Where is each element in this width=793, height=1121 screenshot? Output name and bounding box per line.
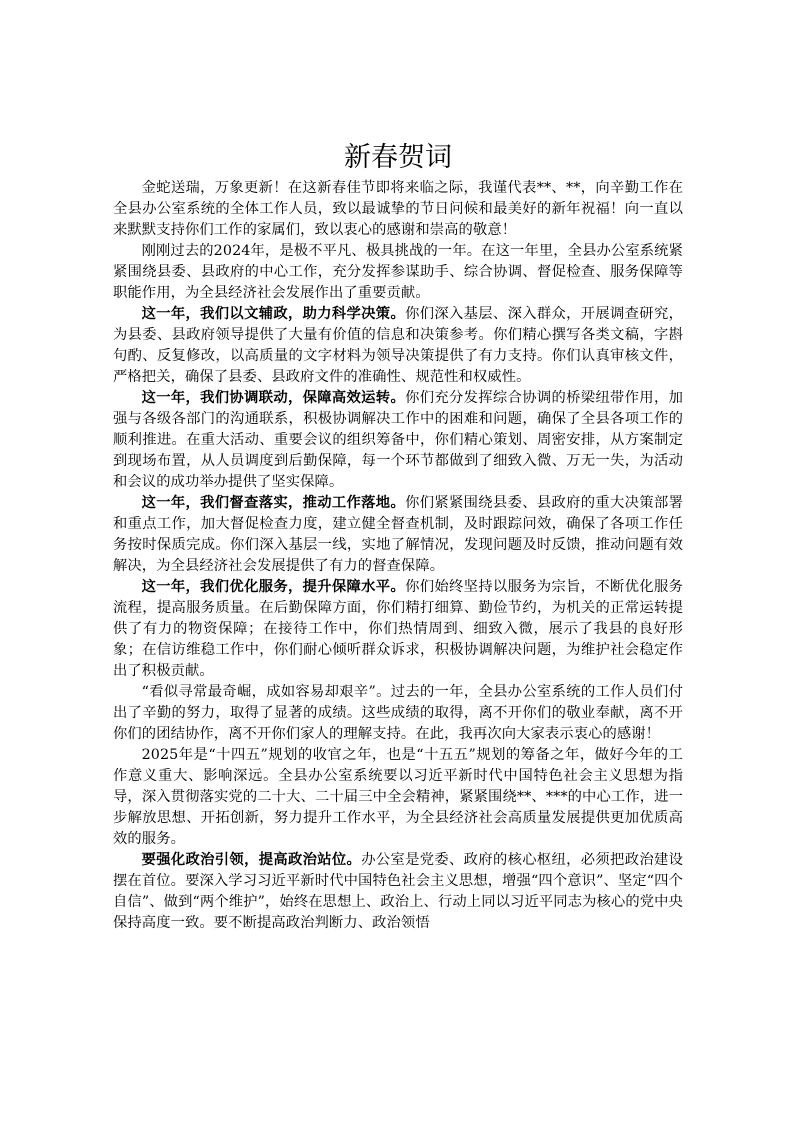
paragraph [113, 577, 683, 682]
paragraph [113, 241, 683, 304]
paragraph [113, 850, 683, 934]
paragraph-text: 2025年是“十四五”规划的收官之年，也是“十五五”规划的筹备之年，做好今年的工作意义重大、影响深远。全县办公室系统要以习近平新时代中国特色社会主义思想为指导，深入贯彻落实党的二十大、二十届三中全会精神，紧紧围绕**、***的中心工作，进一步解放思想、开拓创新，努力提升工作水平，为全县经济社会高质量发展提供更加优质高效的服务。 [113, 747, 683, 847]
paragraph [113, 304, 683, 388]
paragraph-text: 你们始终坚持以服务为宗旨，不断优化服务流程，提高服务质量。在后勤保障方面，你们精打细算、勤俭节约，为机关的正常运转提供了有力的物资保障；在接待工作中，你们热情周到、细致入微，展示了我县的良好形象；在信访维稳工作中，你们耐心倾听群众诉求，积极协调解决问题，为维护社会稳定作出了积极贡献。 [113, 579, 683, 679]
paragraph-lead: 要强化政治引领，提高政治站位。 [141, 852, 362, 868]
paragraph-lead: 这一年，我们督查落实，推动工作落地。 [141, 495, 406, 511]
paragraph-text: 办公室是党委、政府的核心枢纽，必须把政治建设摆在首位。要深入学习习近平新时代中国特色社会主义思想，增强“四个意识”、坚定“四个自信”、做到“两个维护”，始终在思想上、政治上、行动上同以习近平同志为核心的党中央保持高度一致。要不断提高政治判断力、政治领悟 [113, 852, 684, 931]
paragraph-lead: 这一年，我们优化服务，提升保障水平。 [141, 579, 406, 595]
paragraph-text: 你们充分发挥综合协调的桥梁纽带作用，加强与各级各部门的沟通联系，积极协调解决工作中的困难和问题，确保了全县各项工作的顺利推进。在重大活动、重要会议的组织筹备中，你们精心策划、周密安排，从方案制定到现场布置，从人员调度到后勤保障，每一个环节都做到了细致入微、万无一失，为活动和会议的成功举办提供了坚实保障。 [113, 390, 683, 490]
document-page [113, 140, 683, 934]
paragraph [113, 178, 683, 241]
paragraph-lead: 这一年，我们以文辅政，助力科学决策。 [141, 306, 406, 322]
document-title: 新春贺词 [344, 142, 452, 173]
paragraph [113, 745, 683, 850]
paragraph [113, 493, 683, 577]
paragraph-text: 你们紧紧围绕县委、县政府的重大决策部署和重点工作，加大督促检查力度，建立健全督查机制，及时跟踪问效，确保了各项工作任务按时保质完成。你们深入基层一线，实地了解情况，发现问题及时反馈，推动问题有效解决，为全县经济社会发展提供了有力的督查保障。 [113, 495, 683, 574]
paragraph-text: 你们深入基层、深入群众，开展调查研究，为县委、县政府领导提供了大量有价值的信息和决策参考。你们精心撰写各类文稿，字斟句酌、反复修改，以高质量的文字材料为领导决策提供了有力支持。你们认真审核文件，严格把关，确保了县委、县政府文件的准确性、规范性和权威性。 [113, 306, 683, 385]
paragraph-lead: 这一年，我们协调联动，保障高效运转。 [141, 390, 406, 406]
paragraph-text: 金蛇送瑞，万象更新！在这新春佳节即将来临之际，我谨代表**、**，向辛勤工作在全县办公室系统的全体工作人员，致以最诚挚的节日问候和最美好的新年祝福！向一直以来默默支持你们工作的家属们，致以衷心的感谢和崇高的敬意！ [113, 180, 683, 238]
paragraph-text: “看似寻常最奇崛，成如容易却艰辛”。过去的一年，全县办公室系统的工作人员们付出了辛勤的努力，取得了显著的成绩。这些成绩的取得，离不开你们的敬业奉献，离不开你们的团结协作，离不开你们家人的理解支持。在此，我再次向大家表示衷心的感谢！ [113, 684, 683, 742]
paragraph [113, 388, 683, 493]
paragraph-text: 刚刚过去的2024年，是极不平凡、极具挑战的一年。在这一年里，全县办公室系统紧紧围绕县委、县政府的中心工作，充分发挥参谋助手、综合协调、督促检查、服务保障等职能作用，为全县经济社会发展作出了重要贡献。 [113, 243, 683, 301]
paragraph [113, 682, 683, 745]
document-body [113, 178, 683, 934]
